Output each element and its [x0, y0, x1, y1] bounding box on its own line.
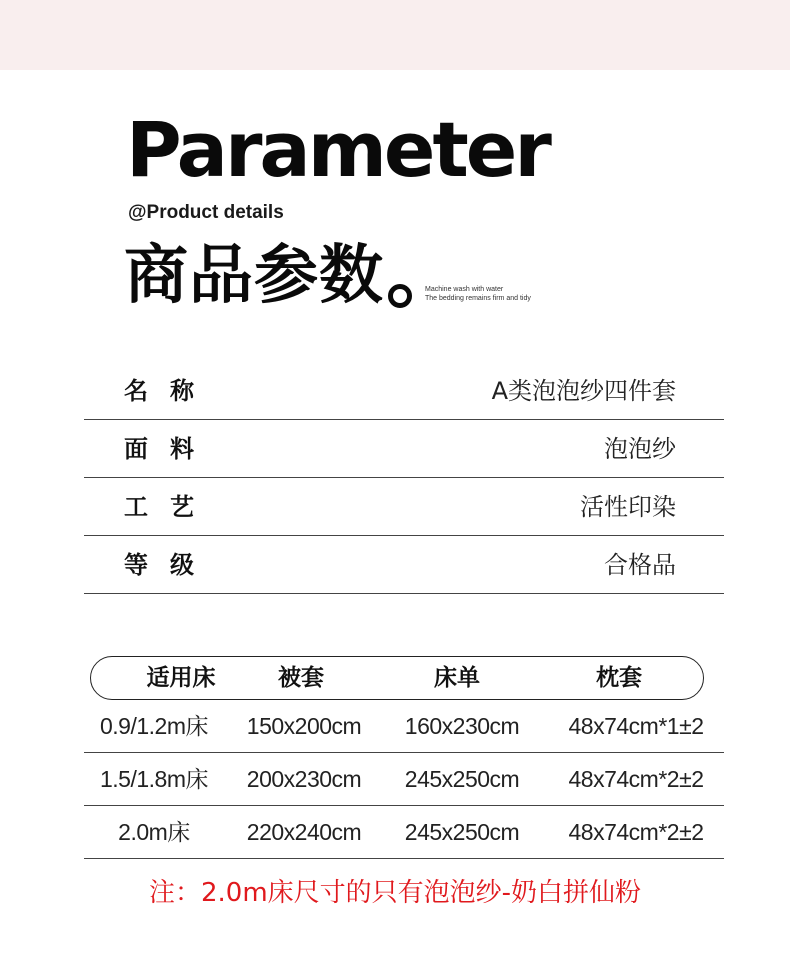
param-value: A类泡泡纱四件套 — [491, 377, 676, 405]
page-subtitle: @Product details — [128, 202, 284, 223]
param-value: 活性印染 — [580, 493, 676, 521]
param-row-process — [84, 478, 724, 536]
param-label: 工艺 — [124, 493, 216, 521]
param-label: 名称 — [124, 377, 216, 405]
cell-sheet: 245x250cm — [404, 766, 520, 792]
cell-duvet-cover: 150x200cm — [246, 713, 362, 739]
size-table — [84, 656, 724, 859]
period-mark — [388, 284, 412, 308]
cell-sheet: 245x250cm — [404, 819, 520, 845]
cell-pillowcase: 48x74cm*2±2 — [568, 819, 704, 845]
cell-bed: 2.0m床 — [118, 819, 190, 845]
size-note: 注：2.0m床尺寸的只有泡泡纱-奶白拼仙粉 — [148, 878, 642, 908]
header-duvet-cover: 被套 — [278, 665, 324, 691]
tagline-line-1: Machine wash with water — [425, 286, 504, 293]
table-row — [84, 753, 724, 806]
param-value: 泡泡纱 — [604, 435, 676, 463]
cell-bed: 1.5/1.8m床 — [100, 766, 208, 792]
param-row-name — [84, 362, 724, 420]
cell-duvet-cover: 200x230cm — [246, 766, 362, 792]
table-row — [84, 700, 724, 753]
heading-cn: 商品参数 — [124, 239, 384, 313]
tagline — [425, 285, 531, 303]
param-label: 面料 — [124, 435, 216, 463]
param-row-fabric — [84, 420, 724, 478]
param-row-grade — [84, 536, 724, 594]
header-sheet: 床单 — [434, 665, 480, 691]
cell-pillowcase: 48x74cm*1±2 — [568, 713, 704, 739]
param-value: 合格品 — [604, 551, 676, 579]
parameter-list — [84, 362, 724, 594]
cell-bed: 0.9/1.2m床 — [100, 713, 208, 739]
header-pillowcase: 枕套 — [596, 665, 642, 691]
size-table-header — [90, 656, 704, 700]
cell-sheet: 160x230cm — [404, 713, 520, 739]
table-row — [84, 806, 724, 859]
top-band — [0, 0, 790, 70]
param-label: 等级 — [124, 551, 216, 579]
header-bed: 适用床 — [146, 665, 216, 691]
page-title: Parameter — [126, 105, 549, 194]
cell-pillowcase: 48x74cm*2±2 — [568, 766, 704, 792]
cell-duvet-cover: 220x240cm — [246, 819, 362, 845]
tagline-line-2: The bedding remains firm and tidy — [425, 295, 531, 302]
